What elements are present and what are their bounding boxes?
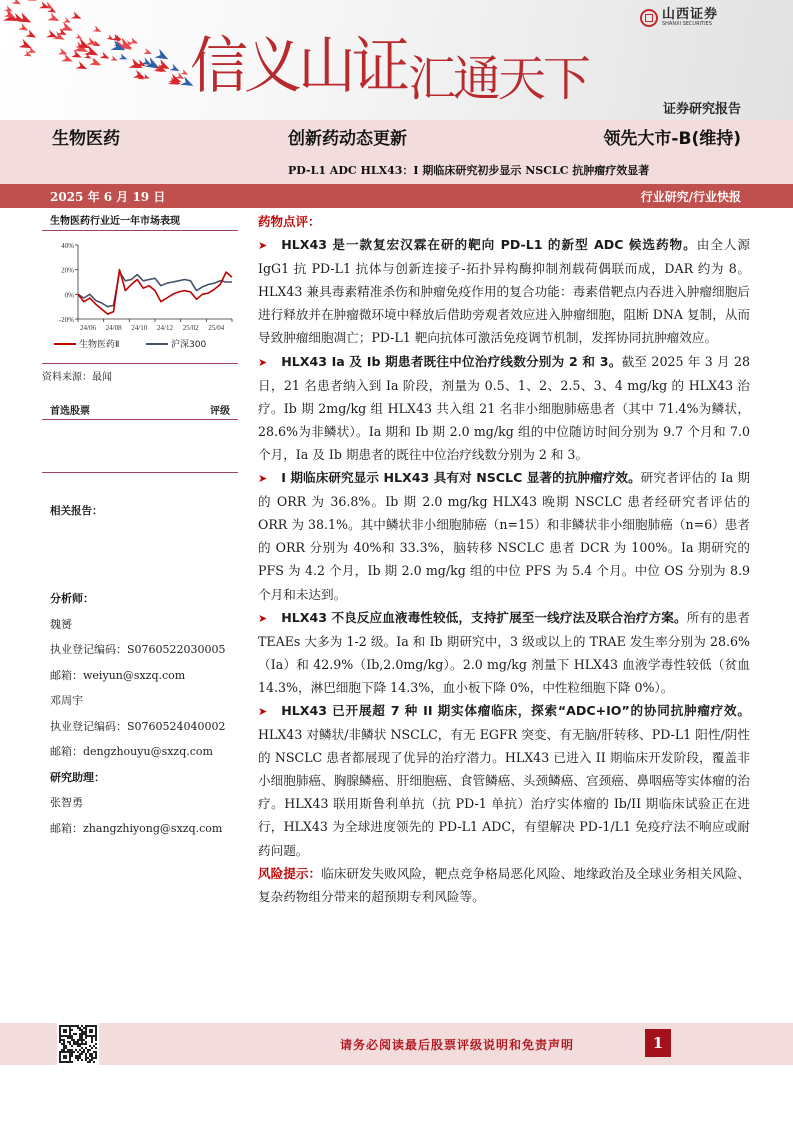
arrow-decoration (155, 49, 171, 64)
series-line-biotech (78, 270, 232, 314)
bullet-arrow-icon: ➤ (258, 239, 268, 253)
analyst-reg: 执业登记编码：S0760524040002 (50, 719, 226, 733)
risk-label: 风险提示： (258, 865, 322, 881)
arrow-decoration (133, 70, 147, 82)
slogan-part1: 信义山证 (190, 29, 407, 101)
y-tick-label: 0% (64, 291, 74, 300)
x-tick-label: 24/12 (157, 324, 173, 332)
header-banner (0, 0, 793, 120)
paragraph-text: HLX43 对鳞状/非鳞状 NSCLC，有无 EGFR 突变、有无脑/肝转移、PD-L1 阳性/阴性的 NSCLC 患者都展现了优异的治疗潜力。HLX43 已进入 II 期临床开发阶段，覆盖非小细胞肺癌、胸腺鳞癌、肝细胞癌、食管鳞癌、头颈鳞癌、宫颈癌、鼻咽癌等实体瘤的治疗。HLX43 联用斯鲁利单抗（抗 PD-1 单抗）治疗实体瘤的 Ib/II 期临床试验正在进行，HLX43 为全球进度领先的 PD-L1 ADC，有望解决 PD-1/L1 免疫疗法不响应或耐药问题。 (258, 727, 750, 858)
paragraph-text: 所有的患者 TEAEs 大多为 1-2 级。Ia 和 Ib 期研究中，3 级或以上的 TRAE 发生率分别为 28.6%（Ia）和 42.9%（Ib,2.0mg/kg）。2.0 mg/kg 剂量下 HLX43 血液学毒性较低（贫血 14.3%，淋巴细胞下降 14.3%，血小板下降 0%，中性粒细胞下降 0%）。 (258, 609, 751, 695)
sector-title: 生物医药 (52, 129, 120, 149)
section-title: 药物点评： (258, 214, 321, 229)
analyst-block (50, 586, 226, 841)
paragraph-lead: HLX43 Ia 及 Ib 期患者既往中位治疗线数分别为 2 和 3。 (281, 353, 622, 369)
bullet-arrow-icon: ➤ (258, 355, 268, 369)
bullet-paragraph (258, 699, 750, 862)
paragraph-lead: HLX43 不良反应血液毒性较低，支持扩展至一线疗法及联合治疗方案。 (281, 609, 687, 625)
analyst-name: 邓周宇 (50, 694, 83, 707)
arrow-decoration (28, 0, 38, 4)
sidebar (42, 210, 238, 518)
logo-cn: 山西证券 (662, 7, 719, 22)
x-tick-label: 24/10 (131, 324, 148, 332)
arrow-decoration (71, 11, 83, 22)
market-performance-chart (42, 231, 238, 361)
chart-title: 生物医药行业近一年市场表现 (42, 210, 238, 231)
arrow-decoration (12, 0, 23, 7)
stock-table-header (42, 402, 238, 420)
market-chart (42, 231, 238, 361)
qr-code-icon (57, 1023, 99, 1065)
y-tick-label: -20% (58, 316, 74, 324)
arrow-decoration (129, 38, 139, 47)
bullet-arrow-icon: ➤ (258, 704, 268, 718)
arrow-decoration (18, 23, 30, 34)
arrow-decoration (100, 52, 111, 62)
arrow-decoration (169, 64, 181, 75)
y-tick-label: 40% (61, 242, 74, 250)
analyst-email[interactable]: 邮箱：weiyun@sxzq.com (50, 668, 186, 682)
paragraph-lead: HLX43 已开展超 7 种 II 期实体瘤临床，探索“ADC+IO”的协同抗肿瘤疗效。 (281, 702, 750, 718)
bullet-paragraph (258, 606, 750, 699)
report-subtitle: PD-L1 ADC HLX43：I 期临床研究初步显示 NSCLC 抗肿瘤疗效显著 (288, 164, 650, 177)
assistant-email[interactable]: 邮箱：zhangzhiyong@sxzq.com (50, 821, 223, 835)
bullet-paragraph (258, 466, 750, 606)
arrow-decoration (106, 34, 114, 42)
main-content (258, 210, 750, 908)
chart-source: 资料来源：最闻 (42, 363, 238, 383)
risk-text: 临床研发失败风险，靶点竞争格局恶化风险、地缘政治及全球业务相关风险、复杂药物组分带来的超预期专利风险等。 (258, 865, 751, 904)
analyst-name: 魏赟 (50, 617, 72, 631)
related-reports-label: 相关报告： (50, 505, 103, 517)
arrow-decoration (58, 48, 69, 58)
bullet-arrow-icon: ➤ (258, 472, 268, 486)
report-category: 行业研究/行业快报 (640, 190, 741, 204)
rating-label: 领先大市-B(维持) (603, 129, 741, 149)
analysts-label: 分析师： (50, 592, 94, 605)
arrow-decoration (92, 26, 102, 35)
company-logo (640, 8, 718, 28)
x-tick-label: 25/02 (182, 324, 199, 332)
legend-label: 生物医药Ⅱ (79, 340, 120, 350)
bullet-paragraph (258, 233, 750, 349)
arrow-decoration (61, 54, 74, 66)
arrow-decoration (75, 34, 83, 41)
logo-en: SHANXI SECURITIES (662, 21, 712, 27)
paragraph-text: 研究者评估的 Ia 期的 ORR 为 36.8%。Ib 期 2.0 mg/kg HLX43 晚期 NSCLC 患者经研究者评估的 ORR 为 38.1%。其中鳞状非小细胞肺癌（n=15）和非鳞状非小细胞肺癌（n=6）患者的 ORR 分别为 40%和 33.3%，脑转移 NSCLC 患者 DCR 为 100%。Ia 期研究的 PFS 为 4.2 个月，Ib 期 2.0 mg/kg 组的中位 PFS 为 5.4 个月。中位 OS 分别为 8.9 个月和未达到。 (258, 470, 750, 602)
x-tick-label: 25/04 (208, 324, 225, 332)
page-number: 1 (645, 1029, 671, 1057)
report-headline: 创新药动态更新 (288, 129, 407, 149)
bullet-arrow-icon: ➤ (258, 611, 268, 625)
rating-column-header: 评级 (210, 406, 230, 417)
paragraph-lead: HLX43 是一款复宏汉霖在研的靶向 PD-L1 的新型 ADC 候选药物。 (281, 237, 697, 253)
flying-arrows-decoration (0, 0, 200, 120)
report-type: 证券研究报告 (662, 102, 741, 117)
assistant-label: 研究助理： (50, 770, 105, 784)
y-tick-label: 20% (61, 266, 74, 275)
bullet-paragraph (258, 350, 750, 466)
arrow-decoration (181, 69, 190, 77)
risk-paragraph (258, 862, 750, 908)
stock-table-body (42, 420, 238, 473)
analyst-email[interactable]: 邮箱：dengzhouyu@sxzq.com (50, 745, 213, 758)
x-tick-label: 24/06 (80, 324, 96, 332)
arrow-decoration (143, 48, 153, 57)
logo-mark-icon (640, 9, 658, 27)
assistant-name: 张智勇 (50, 796, 83, 809)
arrow-decoration (71, 50, 83, 61)
disclaimer-notice[interactable]: 请务必阅读最后股票评级说明和免责声明 (340, 1038, 575, 1052)
arrow-decoration (46, 30, 59, 41)
series-line-hs300 (78, 272, 232, 307)
slogan-part2: 汇通天下 (408, 51, 589, 107)
paragraph-text: 截至 2025 年 3 月 28 日，21 名患者纳入到 Ia 阶段，剂量为 0.5、1、2、2.5、3、4 mg/kg 的 HLX43 治疗。Ib 期 2mg/kg 组 HLX43 共入组 21 名非小细胞肺癌患者（其中 71.4%为鳞状，28.6%为非鳞状）。Ia 期和 Ib 期 2.0 mg/kg 组的中位随访时间分别为 9.7 个月和 7.0 个月，Ia 及 Ib 期患者的既往中位治疗线数分别为 2 和 3。 (258, 353, 751, 462)
analyst-reg: 执业登记编码：S0760522030005 (50, 643, 226, 656)
paragraph-lead: I 期临床研究显示 HLX43 具有对 NSCLC 显著的抗肿瘤疗效。 (281, 470, 641, 486)
legend-label: 沪深300 (171, 340, 207, 350)
arrow-decoration (25, 29, 38, 41)
arrow-decoration (47, 12, 61, 24)
paragraph-text: 由全人源 IgG1 抗 PD-L1 抗体与创新连接子-拓扑异构酶抑制剂载荷偶联而成，DAR 约为 8。HLX43 兼具毒素精准杀伤和肿瘤免疫作用的复合功能：毒素借靶点内吞进入肿瘤细胞后进行释放并在肿瘤微环境中释放后借助旁观者效应进入肿瘤细胞，阻断 DNA 复制，从而导致肿瘤细胞凋亡；PD-L1 靶向抗体可激活免疫调节机制，发挥协同抗肿瘤效应。 (258, 237, 751, 346)
report-date: 2025 年 6 月 19 日 (50, 190, 166, 204)
arrow-decoration (110, 55, 119, 63)
arrow-decoration (76, 61, 89, 73)
x-tick-label: 24/08 (105, 324, 122, 332)
arrow-decoration (119, 53, 129, 62)
stock-column-header: 首选股票 (50, 406, 90, 417)
